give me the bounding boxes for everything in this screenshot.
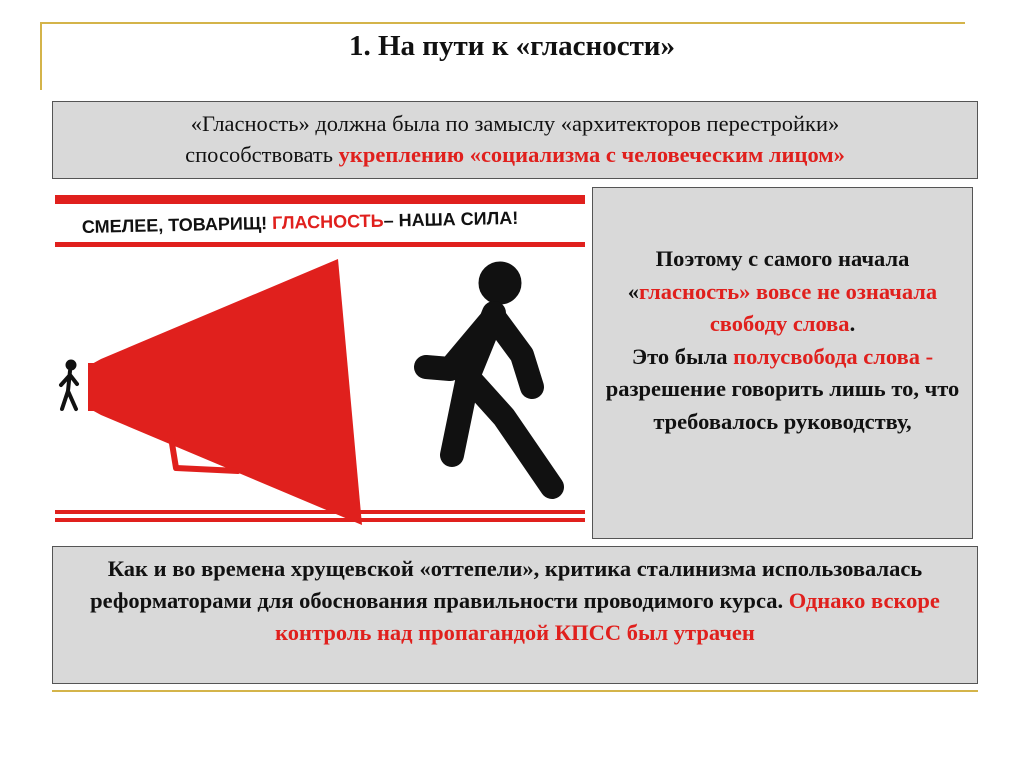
conclusion-text-red: Однако вскоре контроль над пропагандой КПСС был утрачен: [275, 588, 940, 645]
glasnost-poster: [52, 187, 585, 539]
explanation-text-7: разрешение говорить лишь то, что требовалось руководству,: [605, 376, 960, 434]
explanation-text-4: .: [849, 311, 856, 337]
slide-title: 1. На пути к «гласности»: [348, 30, 676, 62]
explanation-text-1: Поэтому с самого начала: [655, 246, 910, 271]
intro-text-red: укреплению «социализма с человеческим лицом»: [338, 142, 845, 167]
conclusion-text: Как и во времена хрущевской «оттепели», критика сталинизма использовалась реформаторами для обоснования правильности проводимого курса.: [90, 556, 923, 613]
top-gold-rule: [40, 22, 965, 24]
explanation-box: [592, 187, 973, 539]
explanation-text-2: «: [627, 278, 640, 304]
conclusion-box: [52, 546, 978, 684]
intro-box: [52, 101, 978, 179]
explanation-text-red-2: полусвобода слова -: [733, 343, 934, 369]
explanation-text-red-1: гласность» вовсе не означала свободу слова: [639, 278, 938, 337]
poster-illustration: [52, 187, 585, 539]
explanation-text-5: Это была: [631, 343, 734, 369]
intro-text-1: «Гласность» должна была по замыслу «архитекторов перестройки»: [190, 111, 840, 136]
bottom-gold-rule: [52, 690, 978, 692]
intro-text-2: способствовать: [185, 142, 339, 167]
poster-slogan: СМЕЛЕЕ, ТОВАРИЩ! ГЛАСНОСТЬ– НАША СИЛА!: [81, 207, 519, 237]
